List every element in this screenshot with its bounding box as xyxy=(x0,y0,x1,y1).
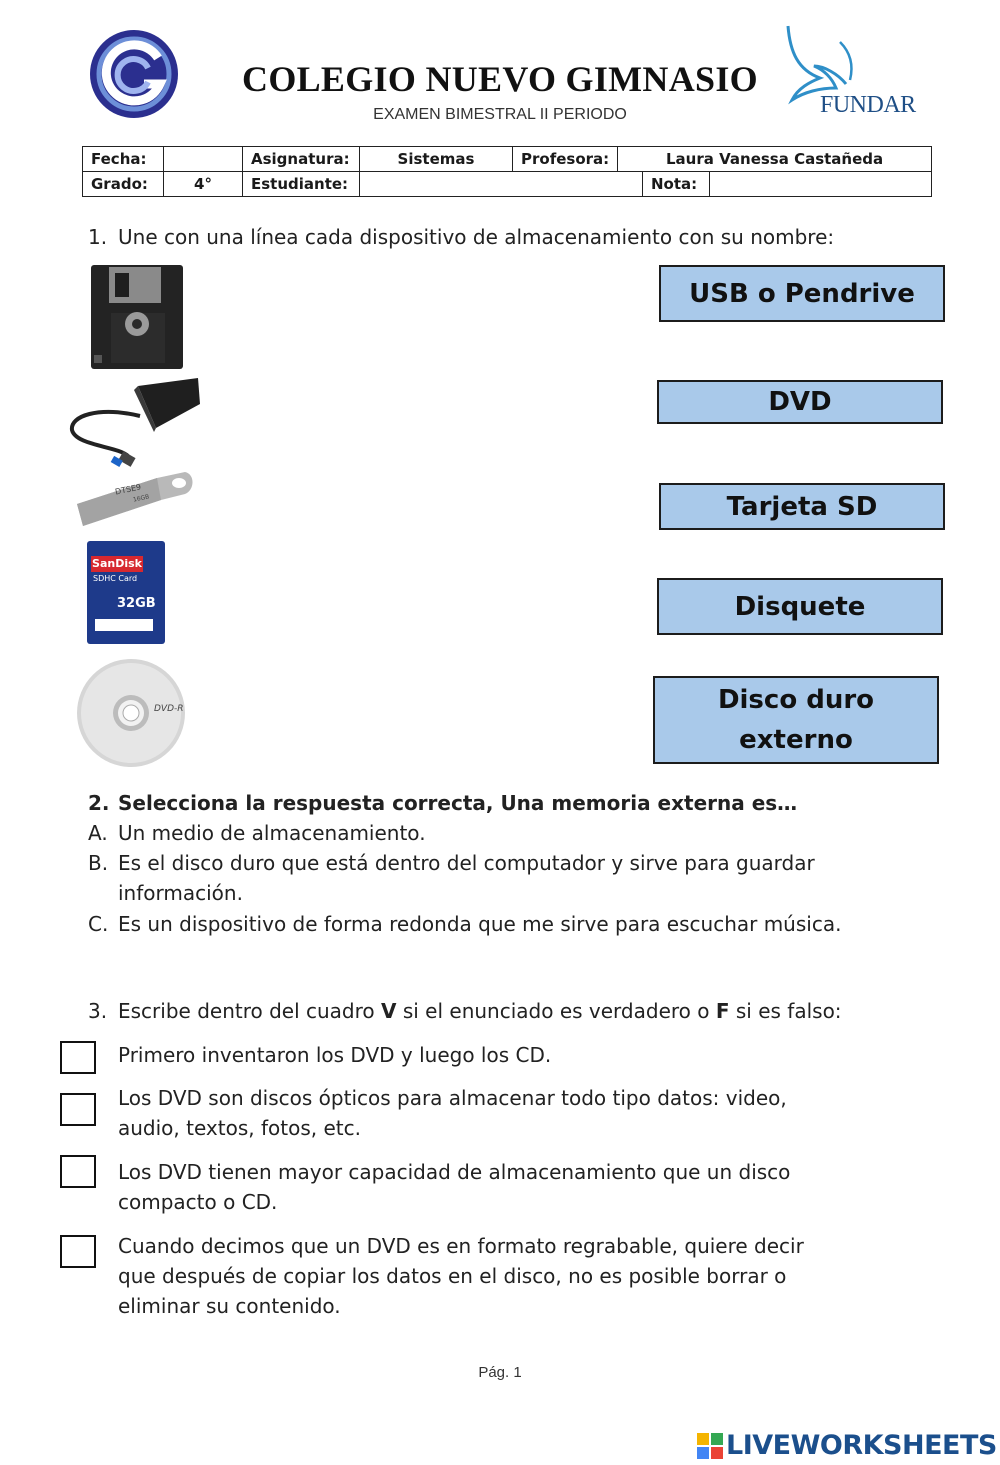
statement-3: Los DVD tienen mayor capacidad de almacenamiento que un disco xyxy=(118,1160,791,1184)
q3-text-a: Escribe dentro del cuadro xyxy=(118,999,381,1023)
sd-capacity-label: 32GB xyxy=(117,596,156,611)
liveworksheets-text: LIVEWORKSHEETS xyxy=(726,1430,997,1461)
fundar-logo xyxy=(780,22,915,122)
grado-label: Grado: xyxy=(83,172,164,197)
option-b-continuation: información. xyxy=(118,881,243,905)
statement-1: Primero inventaron los DVD y luego los CD. xyxy=(118,1043,552,1067)
tf-answer-box-3[interactable] xyxy=(60,1155,96,1188)
q3-f: F xyxy=(715,999,730,1023)
usb-drive-image[interactable] xyxy=(75,470,195,528)
answer-box-dvd[interactable]: DVD xyxy=(657,380,943,424)
external-hdd-image[interactable] xyxy=(68,376,202,468)
option-text: Es el disco duro que está dentro del computador y sirve para guardar xyxy=(118,851,815,875)
sd-card-image[interactable] xyxy=(87,541,165,644)
dvd-label: DVD-R xyxy=(154,704,184,714)
question-3 xyxy=(88,996,842,1026)
option-c[interactable] xyxy=(88,909,841,939)
dvd-disc-image[interactable] xyxy=(76,658,186,768)
liveworksheets-logo[interactable] xyxy=(697,1430,997,1461)
question-1 xyxy=(88,222,834,252)
usb-label: DTSE9 xyxy=(114,482,142,497)
question-2-text: Selecciona la respuesta correcta, Una memoria externa es… xyxy=(118,791,798,815)
nota-label: Nota: xyxy=(643,172,710,197)
statement-4: Cuando decimos que un DVD es en formato regrabable, quiere decir xyxy=(118,1234,804,1258)
question-2-number: 2. xyxy=(88,791,110,815)
estudiante-field[interactable] xyxy=(360,172,643,197)
answer-box-hdd[interactable]: Disco duro externo xyxy=(653,676,939,764)
option-b[interactable] xyxy=(88,848,815,878)
statement-2: Los DVD son discos ópticos para almacenar todo tipo datos: video, xyxy=(118,1086,787,1110)
option-letter: C. xyxy=(88,912,109,936)
question-2 xyxy=(88,788,797,818)
option-a[interactable] xyxy=(88,818,426,848)
question-1-number: 1. xyxy=(88,225,108,249)
asignatura-label: Asignatura: xyxy=(243,147,360,172)
school-name: COLEGIO NUEVO GIMNASIO xyxy=(242,59,758,99)
statement-2-cont: audio, textos, fotos, etc. xyxy=(118,1116,361,1140)
q3-text-c: si es falso: xyxy=(729,999,842,1023)
sd-write-area xyxy=(95,619,153,631)
grado-value: 4° xyxy=(164,172,243,197)
fecha-field[interactable] xyxy=(164,147,243,172)
liveworksheets-icon xyxy=(697,1433,723,1459)
tf-answer-box-1[interactable] xyxy=(60,1041,96,1074)
page-number: Pág. 1 xyxy=(478,1364,522,1381)
asignatura-value: Sistemas xyxy=(360,147,513,172)
usb-size-label: 16GB xyxy=(132,493,150,504)
floppy-disk-image[interactable] xyxy=(89,263,185,371)
option-letter: B. xyxy=(88,851,109,875)
answer-box-sd[interactable]: Tarjeta SD xyxy=(659,483,945,530)
q3-text-b: si el enunciado es verdadero o xyxy=(396,999,716,1023)
sd-brand-label: SanDisk xyxy=(92,557,142,570)
student-info-table xyxy=(82,146,932,197)
statement-4-cont: que después de copiar los datos en el disco, no es posible borrar o xyxy=(118,1264,787,1288)
answer-box-usb[interactable]: USB o Pendrive xyxy=(659,265,945,322)
option-text: Un medio de almacenamiento. xyxy=(118,821,426,845)
tf-answer-box-4[interactable] xyxy=(60,1235,96,1268)
profesora-label: Profesora: xyxy=(513,147,618,172)
sd-type-label: SDHC Card xyxy=(93,574,138,583)
fundar-text: FUNDAR xyxy=(820,92,916,118)
statement-3-cont: compacto o CD. xyxy=(118,1190,278,1214)
estudiante-label: Estudiante: xyxy=(243,172,360,197)
question-1-text: Une con una línea cada dispositivo de almacenamiento con su nombre: xyxy=(118,225,835,249)
q3-v: V xyxy=(381,999,397,1023)
exam-title: EXAMEN BIMESTRAL II PERIODO xyxy=(373,106,627,123)
statement-4-cont2: eliminar su contenido. xyxy=(118,1294,341,1318)
fecha-label: Fecha: xyxy=(83,147,164,172)
option-text: Es un dispositivo de forma redonda que me sirve para escuchar música. xyxy=(118,912,842,936)
nota-field[interactable] xyxy=(710,172,932,197)
answer-box-disquete[interactable]: Disquete xyxy=(657,578,943,635)
option-letter: A. xyxy=(88,821,108,845)
question-3-number: 3. xyxy=(88,999,108,1023)
tf-answer-box-2[interactable] xyxy=(60,1093,96,1126)
profesora-value: Laura Vanessa Castañeda xyxy=(618,147,932,172)
